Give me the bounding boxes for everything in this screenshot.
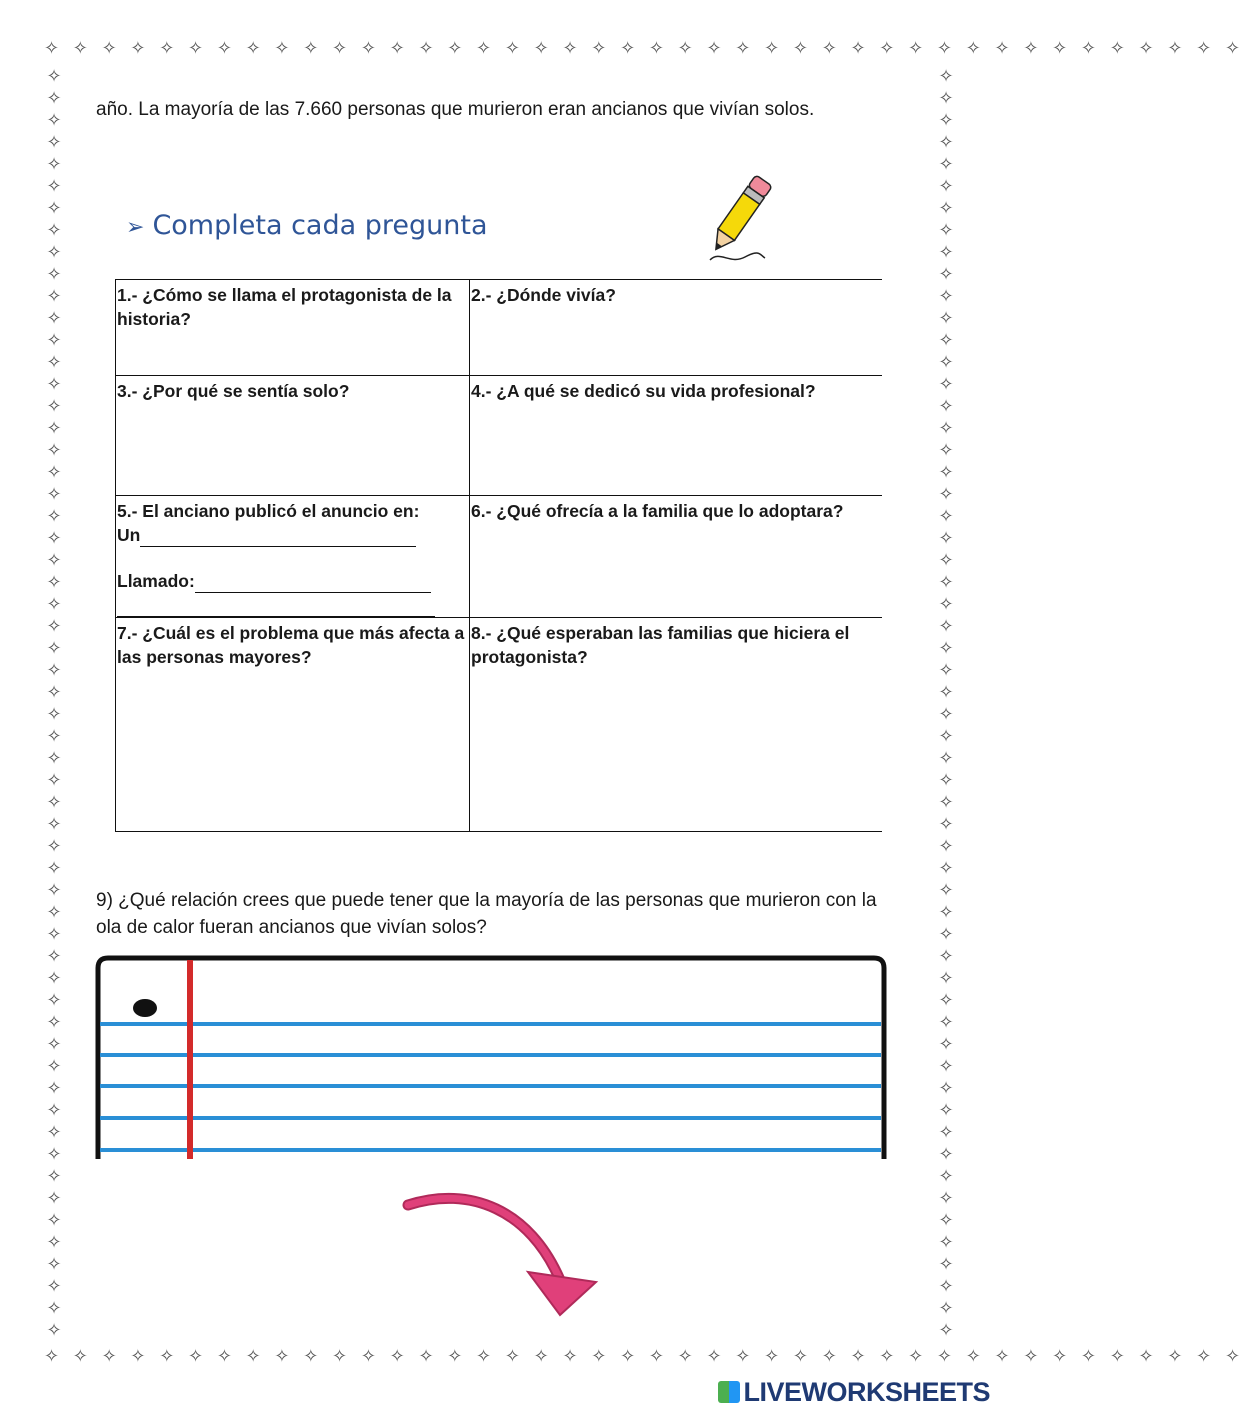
question-6-cell[interactable] <box>470 496 883 618</box>
question-1-cell[interactable] <box>116 280 470 376</box>
question-4-cell[interactable] <box>470 376 883 496</box>
question-4: 4.- ¿A qué se dedicó su vida profesional? <box>471 381 816 401</box>
question-1: 1.- ¿Cómo se llama el protagonista de la historia? <box>117 285 452 329</box>
liveworksheets-logo-icon <box>718 1381 740 1403</box>
question-5-llamado-label: Llamado: <box>117 571 195 591</box>
question-5-un-label: Un <box>117 525 141 545</box>
footer-brand-text: LIVEWORKSHEETS <box>743 1377 990 1407</box>
border-bottom: ✧ ✧ ✧ ✧ ✧ ✧ ✧ ✧ ✧ ✧ ✧ ✧ ✧ ✧ ✧ ✧ ✧ ✧ ✧ ✧ ✧ ✧ ✧ ✧ ✧ ✧ ✧ ✧ ✧ ✧ ✧ ✧ ✧ ✧ ✧ ✧ ✧ ✧ ✧ ✧ ✧ ✧ <box>44 1346 1244 1367</box>
section-title: Completa cada pregunta <box>152 210 488 241</box>
border-left: ✧✧✧✧✧✧✧✧✧✧✧✧✧✧✧✧✧✧✧✧✧✧✧✧✧✧✧✧✧✧✧✧✧✧✧✧✧✧✧✧✧✧✧✧✧✧✧✧✧✧✧✧✧✧✧✧✧✧ <box>46 66 62 1341</box>
footer-brand <box>718 1377 990 1408</box>
question-9: 9) ¿Qué relación crees que puede tener que la mayoría de las personas que murieron con la ola de calor fueran ancianos que vivían solos? <box>96 890 877 938</box>
answer-line-llamado-2[interactable] <box>117 608 435 617</box>
border-right: ✧✧✧✧✧✧✧✧✧✧✧✧✧✧✧✧✧✧✧✧✧✧✧✧✧✧✧✧✧✧✧✧✧✧✧✧✧✧✧✧✧✧✧✧✧✧✧✧✧✧✧✧✧✧✧✧✧✧ <box>938 66 954 1341</box>
answer-line-un[interactable] <box>140 528 416 547</box>
bullet-arrow-icon: ➢ <box>126 215 145 240</box>
section-heading <box>126 210 488 241</box>
question-3: 3.- ¿Por qué se sentía solo? <box>117 381 350 401</box>
questions-table <box>115 279 882 832</box>
curved-arrow-icon <box>400 1180 610 1320</box>
question-2-cell[interactable] <box>470 280 883 376</box>
pencil-icon <box>700 165 780 265</box>
border-top: ✧ ✧ ✧ ✧ ✧ ✧ ✧ ✧ ✧ ✧ ✧ ✧ ✧ ✧ ✧ ✧ ✧ ✧ ✧ ✧ ✧ ✧ ✧ ✧ ✧ ✧ ✧ ✧ ✧ ✧ ✧ ✧ ✧ ✧ ✧ ✧ ✧ ✧ ✧ ✧ ✧ ✧ <box>44 38 1244 59</box>
question-5: 5.- El anciano publicó el anuncio en: <box>117 501 420 521</box>
question-8: 8.- ¿Qué esperaban las familias que hiciera el protagonista? <box>471 623 850 667</box>
question-8-cell[interactable] <box>470 618 883 832</box>
question-7-cell[interactable] <box>116 618 470 832</box>
question-2: 2.- ¿Dónde vivía? <box>471 285 616 305</box>
notebook-answer-area[interactable] <box>95 954 887 1159</box>
question-7: 7.- ¿Cuál es el problema que más afecta a las personas mayores? <box>117 623 465 667</box>
question-5-cell[interactable] <box>116 496 470 618</box>
answer-line-llamado[interactable] <box>195 574 431 593</box>
intro-paragraph: año. La mayoría de las 7.660 personas que murieron eran ancianos que vivían solos. <box>96 99 815 120</box>
question-6: 6.- ¿Qué ofrecía a la familia que lo adoptara? <box>471 501 844 521</box>
question-3-cell[interactable] <box>116 376 470 496</box>
